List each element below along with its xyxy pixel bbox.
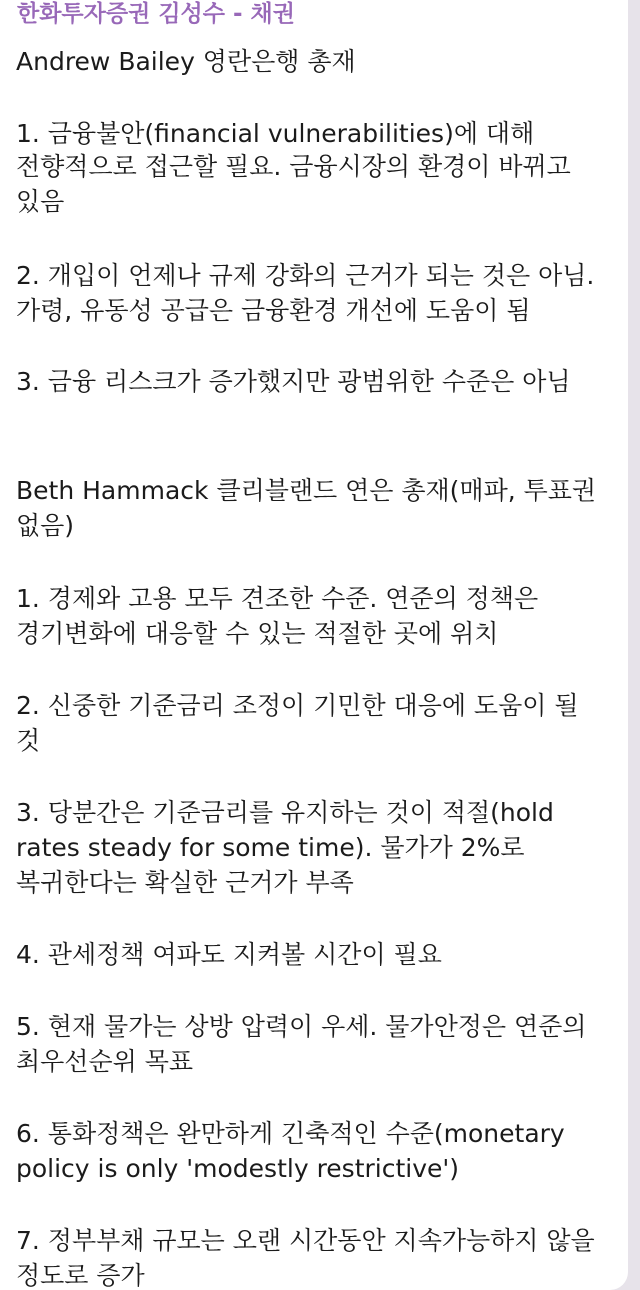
message-line: 전향적으로 접근할 필요. 금융시장의 환경이 바뀌고: [16, 152, 571, 181]
message-line: 3. 당분간은 기준금리를 유지하는 것이 적절(hold: [16, 798, 554, 827]
message-line: 최우선순위 목표: [16, 1047, 193, 1076]
message-line: 정도로 증가: [16, 1261, 145, 1290]
message-line: 2. 개입이 언제나 규제 강화의 근거가 되는 것은 아님.: [16, 261, 595, 290]
message-line: 4. 관세정책 여파도 지켜볼 시간이 필요: [16, 940, 442, 969]
sender-name[interactable]: 한화투자증권 김성수 - 채권: [17, 1, 295, 27]
message-line: 1. 경제와 고용 모두 견조한 수준. 연준의 정책은: [16, 584, 539, 613]
message-line: 가령, 유동성 공급은 금융환경 개선에 도움이 됨: [16, 296, 531, 325]
message-line: 1. 금융불안(financial vulnerabilities)에 대해: [16, 119, 535, 148]
message-line: 3. 금융 리스크가 증가했지만 광범위한 수준은 아님: [16, 367, 571, 396]
message-line: Andrew Bailey 영란은행 총재: [16, 47, 356, 76]
message-line: 6. 통화정책은 완만하게 긴축적인 수준(monetary: [16, 1119, 565, 1148]
message-line: 복귀한다는 확실한 근거가 부족: [16, 868, 354, 897]
message-line: 것: [16, 726, 41, 755]
message-line: 5. 현재 물가는 상방 압력이 우세. 물가안정은 연준의: [16, 1012, 587, 1041]
message-line: rates steady for some time). 물가가 2%로: [16, 833, 525, 862]
message-line: 7. 정부부채 규모는 오랜 시간동안 지속가능하지 않을: [16, 1226, 595, 1255]
message-line: policy is only 'modestly restrictive'): [16, 1154, 460, 1183]
message-line: Beth Hammack 클리블랜드 연은 총재(매파, 투표권: [16, 476, 597, 505]
message-line: 2. 신중한 기준금리 조정이 기민한 대응에 도움이 될: [16, 691, 579, 720]
message-line: 없음): [16, 511, 75, 540]
message-line: 경기변화에 대응할 수 있는 적절한 곳에 위치: [16, 619, 499, 648]
message-line: 있음: [16, 187, 65, 216]
